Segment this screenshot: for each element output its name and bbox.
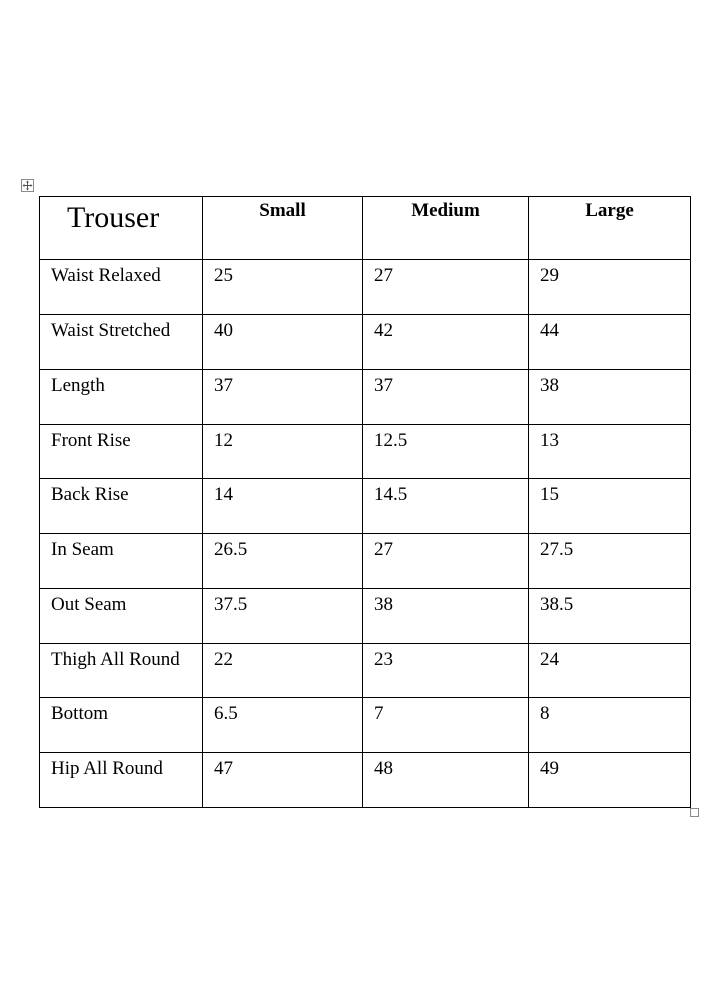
table-row bbox=[40, 479, 691, 534]
table-row bbox=[40, 753, 691, 808]
cell-large: 24 bbox=[529, 644, 691, 698]
table-move-icon[interactable] bbox=[21, 179, 34, 192]
cell-medium: 14.5 bbox=[363, 479, 529, 534]
row-label: Back Rise bbox=[40, 479, 203, 534]
cell-small: 26.5 bbox=[203, 534, 363, 589]
cell-small: 6.5 bbox=[203, 698, 363, 753]
cell-medium: 27 bbox=[363, 534, 529, 589]
table-row bbox=[40, 534, 691, 589]
cell-large: 8 bbox=[529, 698, 691, 753]
table-resize-icon[interactable] bbox=[690, 808, 699, 817]
cell-large: 13 bbox=[529, 425, 691, 479]
cell-small: 37 bbox=[203, 370, 363, 425]
cell-large: 44 bbox=[529, 315, 691, 370]
table-row bbox=[40, 698, 691, 753]
row-label: Hip All Round bbox=[40, 753, 203, 808]
cell-large: 49 bbox=[529, 753, 691, 808]
cell-medium: 38 bbox=[363, 589, 529, 644]
table-row bbox=[40, 260, 691, 315]
cell-small: 25 bbox=[203, 260, 363, 315]
size-chart-table bbox=[39, 196, 691, 808]
row-label: Length bbox=[40, 370, 203, 425]
table-row bbox=[40, 370, 691, 425]
cell-medium: 27 bbox=[363, 260, 529, 315]
row-label: Bottom bbox=[40, 698, 203, 753]
table-title: Trouser bbox=[40, 197, 203, 260]
cell-medium: 37 bbox=[363, 370, 529, 425]
cell-small: 40 bbox=[203, 315, 363, 370]
cell-large: 38 bbox=[529, 370, 691, 425]
row-label: Front Rise bbox=[40, 425, 203, 479]
table-header-row bbox=[40, 197, 691, 260]
cell-large: 27.5 bbox=[529, 534, 691, 589]
cell-small: 12 bbox=[203, 425, 363, 479]
table-row bbox=[40, 425, 691, 479]
cell-small: 22 bbox=[203, 644, 363, 698]
row-label: Out Seam bbox=[40, 589, 203, 644]
cell-medium: 42 bbox=[363, 315, 529, 370]
cell-medium: 48 bbox=[363, 753, 529, 808]
cell-large: 15 bbox=[529, 479, 691, 534]
cell-medium: 12.5 bbox=[363, 425, 529, 479]
row-label: Thigh All Round bbox=[40, 644, 203, 698]
row-label: In Seam bbox=[40, 534, 203, 589]
column-header-medium: Medium bbox=[363, 197, 529, 260]
row-label: Waist Relaxed bbox=[40, 260, 203, 315]
table-row bbox=[40, 644, 691, 698]
column-header-large: Large bbox=[529, 197, 691, 260]
table-row bbox=[40, 589, 691, 644]
row-label: Waist Stretched bbox=[40, 315, 203, 370]
column-header-small: Small bbox=[203, 197, 363, 260]
cell-large: 29 bbox=[529, 260, 691, 315]
cell-medium: 7 bbox=[363, 698, 529, 753]
cell-large: 38.5 bbox=[529, 589, 691, 644]
table-row bbox=[40, 315, 691, 370]
cell-small: 37.5 bbox=[203, 589, 363, 644]
cell-small: 14 bbox=[203, 479, 363, 534]
cell-medium: 23 bbox=[363, 644, 529, 698]
cell-small: 47 bbox=[203, 753, 363, 808]
